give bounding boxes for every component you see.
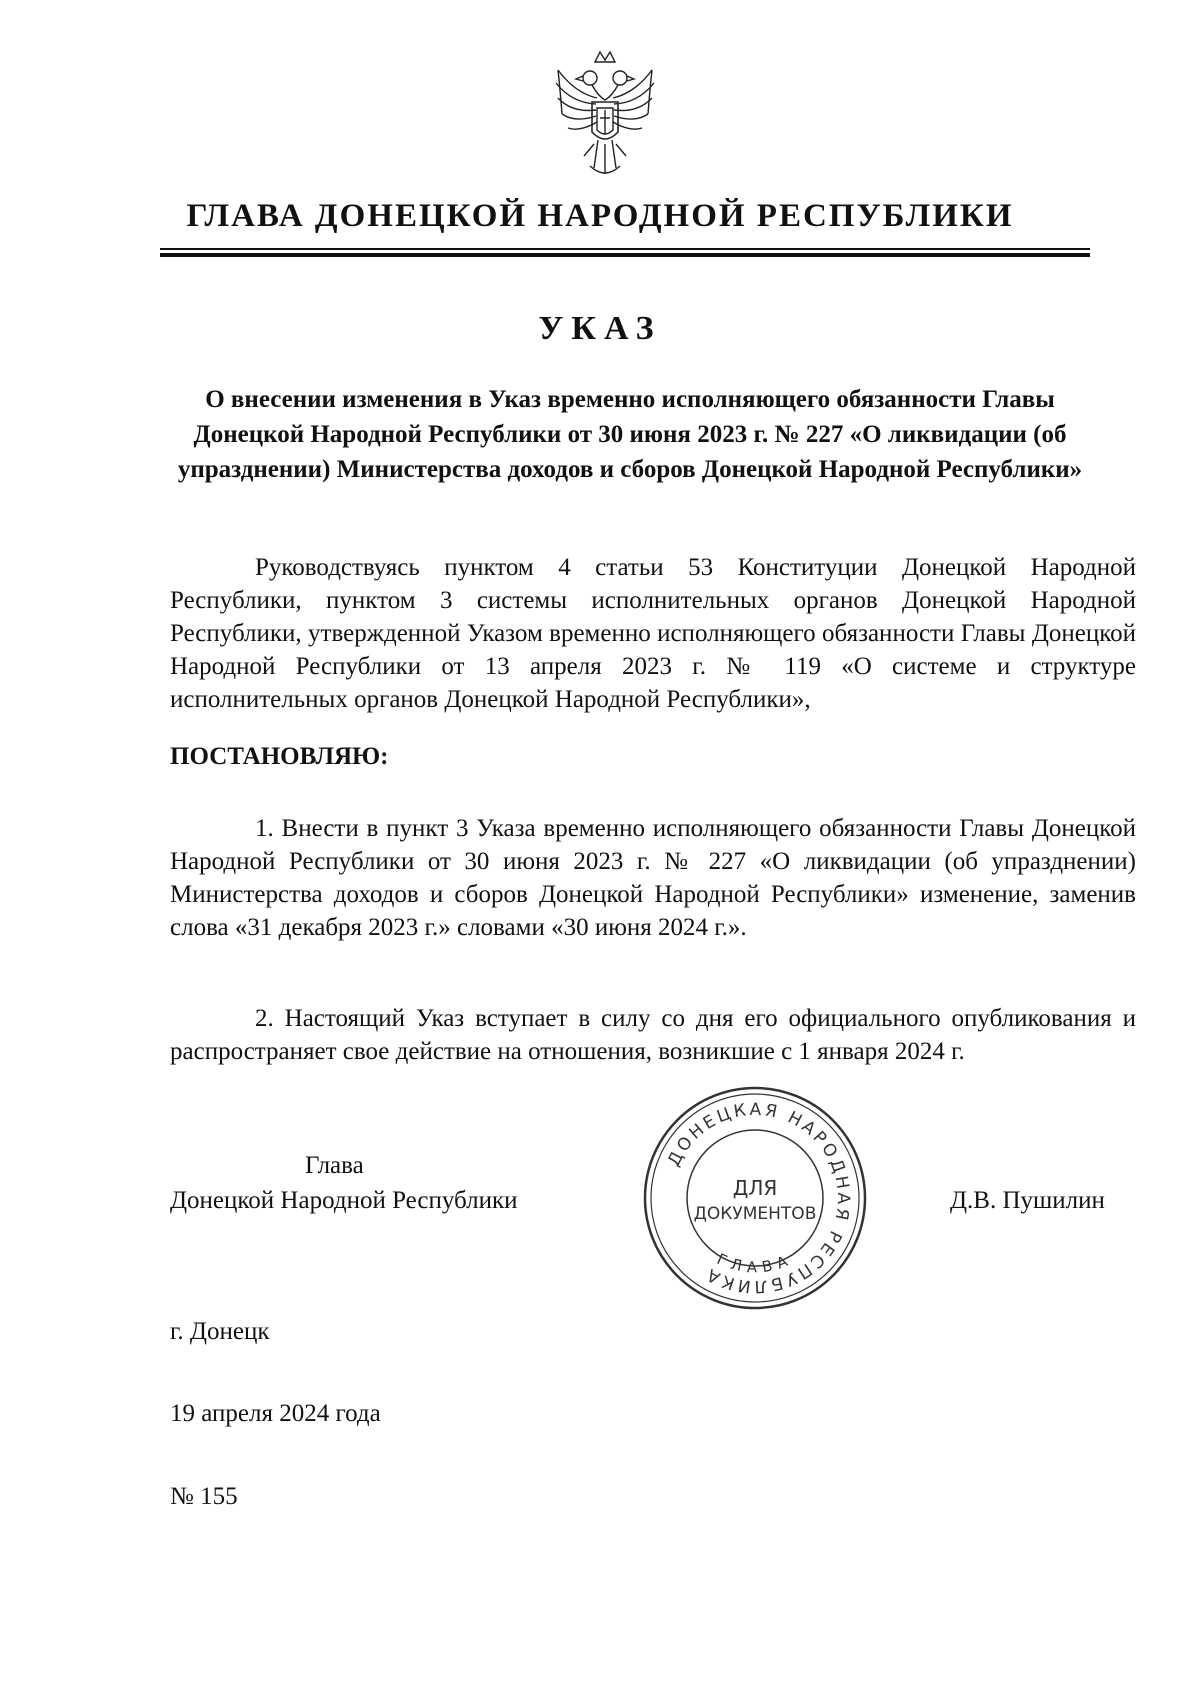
official-stamp-icon xyxy=(640,1083,870,1313)
place-of-issue: г. Донецк xyxy=(170,1318,270,1345)
decree-item-2: 2. Настоящий Указ вступает в силу со дня его официального опубликования и распространяет свое действие на отношения, возникшие с 1 января 2024 г. xyxy=(170,1005,1136,1065)
coat-of-arms-icon xyxy=(550,48,660,188)
signatory-name: Д.В. Пушилин xyxy=(950,1187,1105,1214)
document-type-title: УКАЗ xyxy=(538,310,662,347)
header-divider xyxy=(160,248,1090,257)
issue-date: 19 апреля 2024 года xyxy=(170,1400,381,1427)
svg-text:ДОНЕЦКАЯ НАРОДНАЯ РЕСПУБЛИКА: ДОНЕЦКАЯ НАРОДНАЯ РЕСПУБЛИКА xyxy=(664,1099,854,1297)
document-subject: О внесении изменения в Указ временно исполняющего обязанности Главы Донецкой Народной Республики от 30 июня 2023 г. № 227 «О ликвидации (об упразднении) Министерства доходов и сборов Донецкой Народной Республики» xyxy=(177,386,1083,483)
signatory-position-line2: Донецкой Народной Республики xyxy=(170,1187,518,1214)
stamp-center-line1: ДЛЯ xyxy=(732,1176,778,1200)
decree-heading: ПОСТАНОВЛЯЮ: xyxy=(170,743,389,770)
stamp-center-line2: ДОКУМЕНТОВ xyxy=(693,1204,817,1224)
preamble-paragraph: Руководствуясь пунктом 4 статьи 53 Конституции Донецкой Народной Республики, пунктом 3 системы исполнительных органов Донецкой Народной Республики, утвержденной Указом временно исполняющего обязанности Главы Донецкой Народной Республики от 13 апреля 2023 г. № 119 «О системе и структуре исполнительных органов Донецкой Народной Республики», xyxy=(170,554,1136,713)
document-number: № 155 xyxy=(170,1483,238,1510)
svg-text:ГЛАВА: ГЛАВА xyxy=(714,1249,796,1277)
signatory-position-line1: Глава xyxy=(305,1152,364,1179)
decree-item-1: 1. Внести в пункт 3 Указа временно исполняющего обязанности Главы Донецкой Народной Республики от 30 июня 2023 г. № 227 «О ликвидации (об упразднении) Министерства доходов и сборов Донецкой Народной Республики» изменение, заменив слова «31 декабря 2023 г.» словами «30 июня 2024 г.». xyxy=(170,815,1136,941)
issuer-heading: ГЛАВА ДОНЕЦКОЙ НАРОДНОЙ РЕСПУБЛИКИ xyxy=(186,198,1014,234)
